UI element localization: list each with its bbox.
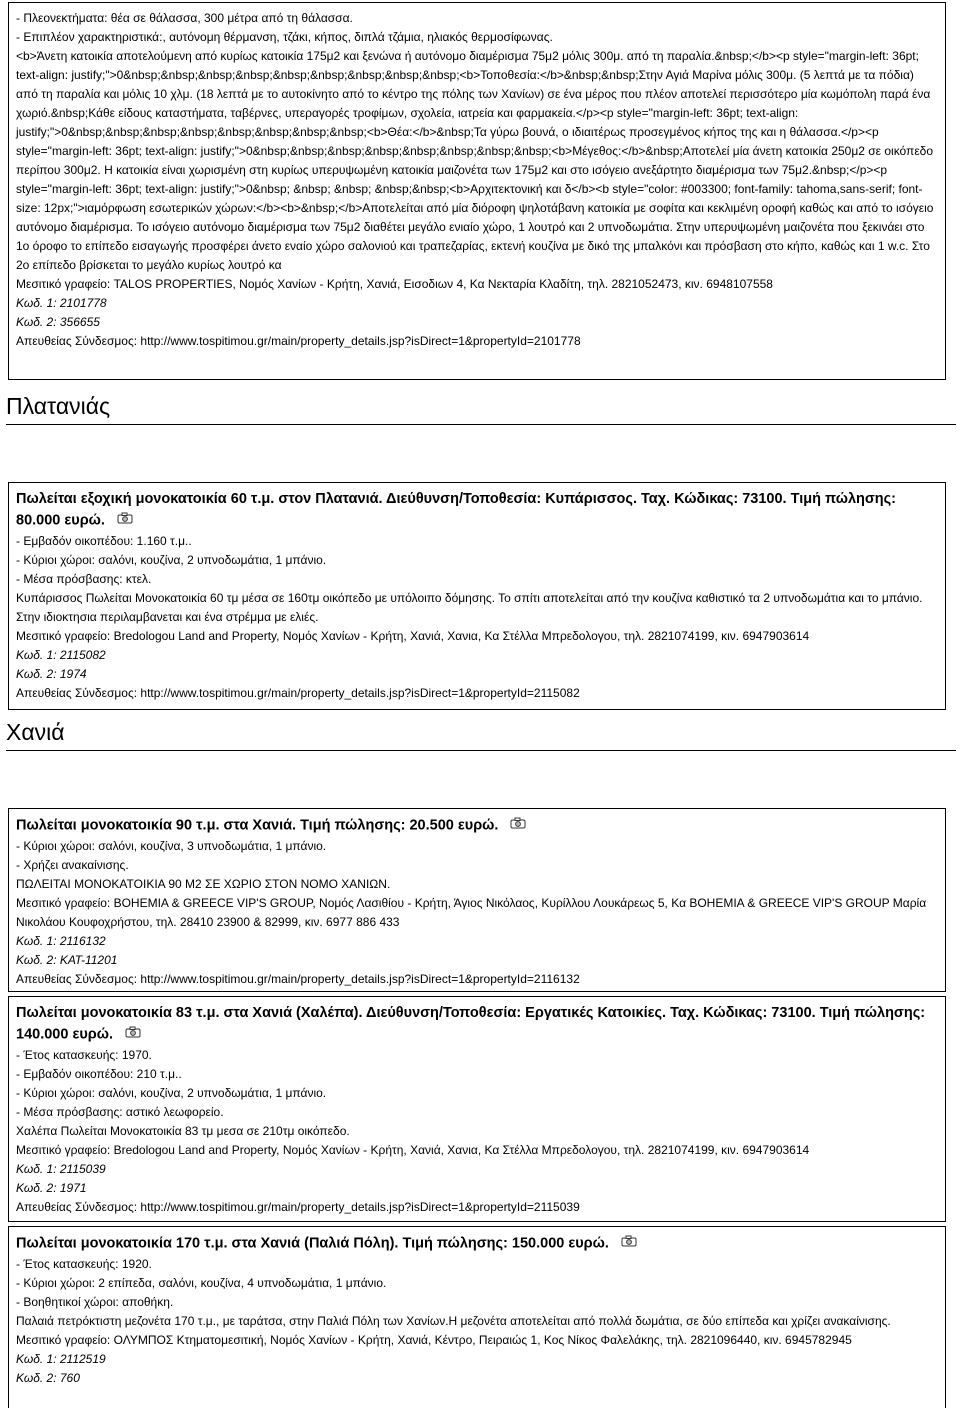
listing-title[interactable]: Πωλείται εξοχική μονοκατοικία 60 τ.μ. στον Πλατανιά. Διεύθυνση/Τοποθεσία: Κυπάρισσος. Ταχ. Κώδικας: 73100. Τιμή πώλησης: 80.000 ευρώ. — [16, 489, 938, 531]
code-2: Κωδ. 2: 1971 — [16, 1181, 87, 1196]
feature-line: - Χρήζει ανακαίνισης. — [16, 858, 129, 873]
agency-info: Μεσιτικό γραφείο: ΟΛΥΜΠΟΣ Κτηματομεσιτική, Νομός Χανίων - Κρήτη, Χανιά, Κέντρο, Πειραιώς 1, Κος Νίκος Φαλελάκης, τηλ. 2821096440, κιν. 6945782945 — [16, 1333, 852, 1348]
camera-icon[interactable] — [117, 510, 133, 531]
agency-info: Μεσιτικό γραφείο: Bredologou Land and Property, Νομός Χανίων - Κρήτη, Χανιά, Χανια, Κα Στέλλα Μπρεδολογου, τηλ. 2821074199, κιν. 6947903614 — [16, 1143, 810, 1158]
listing-description: Κυπάρισσος Πωλείται Μονοκατοικία 60 τμ μέσα σε 160τμ οικόπεδο με υπόλοιπο δόμησης. Το σπίτι αποτελείται από την κουζίνα καθιστικό τα 2 υπνοδωμάτια και το μπάνιο. Στην ιδιοκτησια περιλαμβανεται και ένα στρέμμα με ελιές. — [16, 591, 923, 625]
feature-line: - Κύριοι χώροι: σαλόνι, κουζίνα, 3 υπνοδωμάτια, 1 μπάνιο. — [16, 839, 327, 854]
feature-line: - Μέσα πρόσβασης: κτελ. — [16, 572, 152, 587]
listing-card — [8, 482, 946, 710]
feature-line: - Πλεονεκτήματα: θέα σε θάλασσα, 300 μέτρα από τη θάλασσα. — [16, 11, 353, 25]
listing-title[interactable]: Πωλείται μονοκατοικία 83 τ.μ. στα Χανιά (Χαλέπα). Διεύθυνση/Τοποθεσία: Εργατικές Κατοικίες. Ταχ. Κώδικας: 73100. Τιμή πώλησης: 140.000 ευρώ. — [16, 1003, 938, 1045]
feature-line: - Έτος κατασκευής: 1920. — [16, 1257, 152, 1272]
code-1: Κωδ. 1: 2116132 — [16, 934, 106, 949]
feature-line: - Εμβαδόν οικοπέδου: 210 τ.μ.. — [16, 1067, 182, 1082]
code-2: Κωδ. 2: 1974 — [16, 667, 87, 682]
camera-icon[interactable] — [621, 1233, 637, 1254]
feature-line: - Βοηθητικοί χώροι: αποθήκη. — [16, 1295, 174, 1310]
section-divider — [6, 424, 956, 425]
feature-line: - Εμβαδόν οικοπέδου: 1.160 τ.μ.. — [16, 534, 192, 549]
feature-line: - Έτος κατασκευής: 1970. — [16, 1048, 152, 1063]
code-2: Κωδ. 2: 760 — [16, 1371, 80, 1386]
agency-info: Μεσιτικό γραφείο: BOHEMIA & GREECE VIP'S GROUP, Νομός Λασιθίου - Κρήτη, Άγιος Νικόλαος, Κυρίλλου Λουκάρεως 5, Κα BOHEMIA & GREECE VIP'S GROUP Μαρία Νικολάου Κουφοχρήστου, τηλ. 28410 23900 & 82999, κιν. 6977 886 433 — [16, 896, 927, 930]
code-1: Κωδ. 1: 2112519 — [16, 1352, 106, 1367]
listing-description: Παλαιά πετρόκτιστη μεζονέτα 170 τ.μ., με ταράτσα, στην Παλιά Πόλη των Χανίων.Η μεζονέτα αποτελείται από πολλά δωμάτια, σε δύο επίπεδα και χρίζει ανακαίνισης. — [16, 1314, 891, 1329]
section-heading: Πλατανιάς — [6, 393, 111, 419]
code-1: Κωδ. 1: 2101778 — [16, 296, 107, 310]
listing-card — [8, 2, 946, 380]
feature-line: - Κύριοι χώροι: σαλόνι, κουζίνα, 2 υπνοδωμάτια, 1 μπάνιο. — [16, 1086, 327, 1101]
listing-card — [8, 808, 946, 992]
code-2: Κωδ. 2: ΚΑΤ-11201 — [16, 953, 118, 968]
direct-link[interactable]: Απευθείας Σύνδεσμος: http://www.tospitimou.gr/main/property_details.jsp?isDirect=1&propertyId=2115082 — [16, 686, 580, 701]
direct-link[interactable]: Απευθείας Σύνδεσμος: http://www.tospitimou.gr/main/property_details.jsp?isDirect=1&propertyId=2101778 — [16, 334, 581, 348]
agency-info: Μεσιτικό γραφείο: Bredologou Land and Property, Νομός Χανίων - Κρήτη, Χανιά, Χανια, Κα Στέλλα Μπρεδολογου, τηλ. 2821074199, κιν. 6947903614 — [16, 629, 810, 644]
listing-title[interactable]: Πωλείται μονοκατοικία 90 τ.μ. στα Χανιά. Τιμή πώλησης: 20.500 ευρώ. — [16, 815, 938, 836]
listing-description: <b>Άνετη κατοικία αποτελούμενη από κυρίως κατοικία 175μ2 και ξενώνα ή αυτόνομο διαμέρισμα 75μ2 μόλις 300μ. από τη παραλία.&nbsp;</b><p style="margin-left: 36pt; text-align: justify;">0&nbsp;&nbsp;&nbsp;&nbsp;&nbsp;&nbsp;&nbsp;&nbsp;&nbsp;<b>Τοποθεσία:</b>&nbsp;&nbsp;Στην Αγιά Μαρίνα μόλις 300μ. (5 λεπτά με τα πόδια) από τη παραλία και μόλις 10 χλμ. (18 λεπτά με το αυτοκίνητο από το κέντρο της πόλης των Χανίων) σε ένα μέρος που πλέον αποτελεί περισσότερο μία κωμόπολη παρά ένα χωριό.&nbsp;Κάθε είδους καταστήματα, ταβέρνες, υπεραγορές τροφίμων, σχολεία, ιατρεία και φαρμακεία.</p><p style="margin-left: 36pt; text-align: justify;">0&nbsp;&nbsp;&nbsp;&nbsp;&nbsp;&nbsp;&nbsp;&nbsp;<b>Θέα:</b>&nbsp;Τα γύρω βουνά, ο ιδιαιτέρως προσεγμένος κήπος της και η θάλασσα.</p><p style="margin-left: 36pt; text-align: justify;">0&nbsp;&nbsp;&nbsp;&nbsp;&nbsp;&nbsp;&nbsp;&nbsp;<b>Μέγεθος:</b>&nbsp;Αποτελεί μία άνετη κατοικία 250μ2 σε οικόπεδο περίπου 300μ2. Η κατοικία είναι χωρισμένη στη κυρίως υπερυψωμένη κατοικία μαιζονέτα των 175μ2 και στο ισόγειο ανεξάρτητο διαμέρισμα των 75μ2.&nbsp;</p><p style="margin-left: 36pt; text-align: justify;">0&nbsp; &nbsp; &nbsp; &nbsp;&nbsp;<b>Αρχιτεκτονική και δ</b><b style="color: #003300; font-family: tahoma,sans-serif; font-size: 12px;">ιαμόρφωση εσωτερικών χώρων:</b><b>&nbsp;</b>Αποτελείται από μία διόροφη ψηλοτάβανη κατοικία με σοφίτα και κεκλιμένη οροφή καθώς και από το ισόγειο αυτόνομο διαμέρισμα. Το ισόγειο αυτόνομο διαμέρισμα των 75μ2 διαθέτει μεγάλο ενιαίο χώρο, 1 λουτρό και 2 υπνοδωμάτια. Στην υπερυψωμένη μαιζονέτα που ξεκινάει στο 1ο όροφο το επίπεδο εισαγωγής προσφέρει άνετο εναίο χώρο σαλονιού και τραπεζαρίας, εκτενή κουζίνα με δικό της μπαλκόνι και πρόσβαση στο κήπο, καθώς και 1 w.c. Στο 2ο επίπεδο βρίσκεται το μεγάλο κυρίως λουτρό κα — [16, 49, 934, 272]
listing-card — [8, 996, 946, 1222]
listing-description: ΠΩΛΕΙΤΑΙ ΜΟΝΟΚΑΤΟΙΚΙΑ 90 Μ2 ΣΕ ΧΩΡΙΟ ΣΤΟΝ ΝΟΜΟ ΧΑΝΙΩΝ. — [16, 877, 391, 892]
feature-line: - Επιπλέον χαρακτηριστικά:, αυτόνομη θέρμανση, τζάκι, κήπος, διπλά τζάμια, ηλιακός θερμοσίφωνας. — [16, 30, 553, 44]
direct-link[interactable]: Απευθείας Σύνδεσμος: http://www.tospitimou.gr/main/property_details.jsp?isDirect=1&propertyId=2116132 — [16, 972, 580, 987]
direct-link[interactable]: Απευθείας Σύνδεσμος: http://www.tospitimou.gr/main/property_details.jsp?isDirect=1&propertyId=2115039 — [16, 1200, 580, 1215]
code-1: Κωδ. 1: 2115082 — [16, 648, 106, 663]
section-divider — [6, 750, 956, 751]
listing-title[interactable]: Πωλείται μονοκατοικία 170 τ.μ. στα Χανιά (Παλιά Πόλη). Τιμή πώλησης: 150.000 ευρώ. — [16, 1233, 938, 1254]
code-1: Κωδ. 1: 2115039 — [16, 1162, 106, 1177]
camera-icon[interactable] — [125, 1024, 141, 1045]
listing-description: Χαλέπα Πωλείται Μονοκατοικία 83 τμ μεσα σε 210τμ οικόπεδο. — [16, 1124, 350, 1139]
code-2: Κωδ. 2: 356655 — [16, 315, 100, 329]
agency-info: Μεσιτικό γραφείο: TALOS PROPERTIES, Νομός Χανίων - Κρήτη, Χανιά, Εισοδιων 4, Κα Νεκταρία Κλαδίτη, τηλ. 2821052473, κιν. 6948107558 — [16, 277, 773, 291]
section-heading: Χανιά — [6, 719, 65, 745]
feature-line: - Κύριοι χώροι: σαλόνι, κουζίνα, 2 υπνοδωμάτια, 1 μπάνιο. — [16, 553, 327, 568]
feature-line: - Κύριοι χώροι: 2 επίπεδα, σαλόνι, κουζίνα, 4 υπνοδωμάτια, 1 μπάνιο. — [16, 1276, 387, 1291]
camera-icon[interactable] — [510, 815, 526, 836]
feature-line: - Μέσα πρόσβασης: αστικό λεωφορείο. — [16, 1105, 224, 1120]
listing-card — [8, 1226, 946, 1408]
